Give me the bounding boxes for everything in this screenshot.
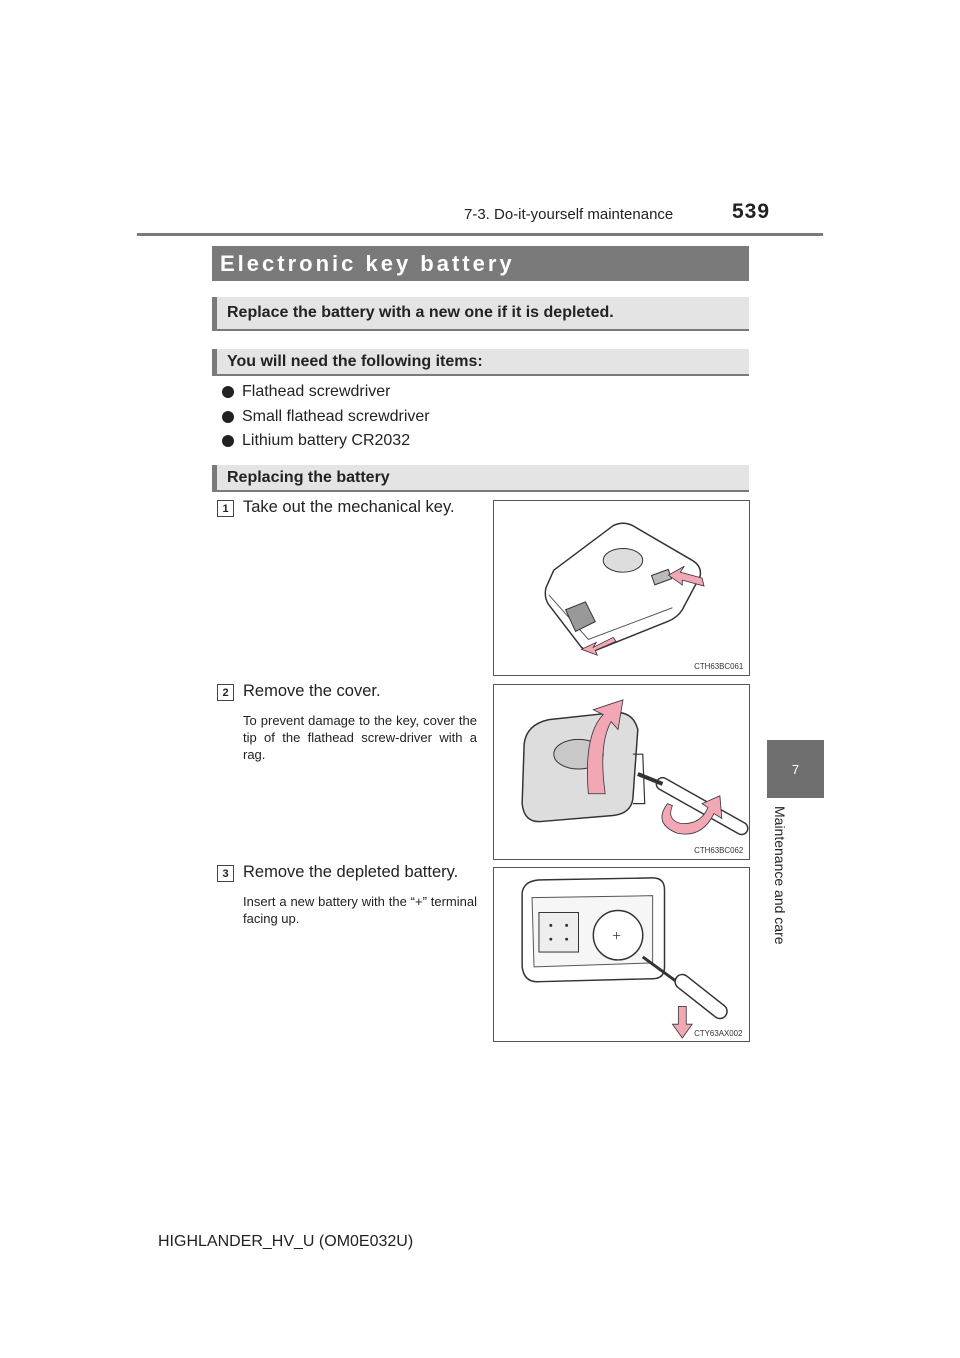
figure-code: CTH63BC062: [694, 846, 744, 856]
figure-code: CTH63BC061: [694, 662, 744, 672]
list-item: Flathead screwdriver: [222, 380, 430, 405]
replacing-heading: Replacing the battery: [212, 465, 749, 492]
step-note-2: To prevent damage to the key, cover the tip of the flathead screw-driver with a rag.: [243, 713, 477, 762]
step-number-1: 1: [217, 500, 234, 517]
page-number: 539: [732, 200, 771, 223]
section-path: 7-3. Do-it-yourself maintenance: [464, 206, 674, 223]
list-item: Lithium battery CR2032: [222, 429, 430, 454]
step-number-3: 3: [217, 865, 234, 882]
items-heading: You will need the following items:: [212, 349, 749, 376]
bullet-icon: [222, 411, 234, 423]
step-text-1: Take out the mechanical key.: [243, 498, 455, 516]
figure-code: CTY63AX002: [694, 1029, 743, 1039]
footer-model: HIGHLANDER_HV_U (OM0E032U): [158, 1233, 414, 1250]
figure-remove-cover: [493, 684, 750, 860]
header-rule: [137, 233, 823, 236]
step-note-3: Insert a new battery with the “+” terminal facing up.: [243, 894, 477, 926]
list-item: Small flathead screwdriver: [222, 405, 430, 430]
intro-subhead: Replace the battery with a new one if it is depleted.: [212, 297, 749, 331]
items-list: [222, 380, 430, 454]
chapter-tab: 7: [767, 740, 824, 798]
step-text-3: Remove the depleted battery.: [243, 863, 459, 881]
page-title: Electronic key battery: [212, 246, 749, 281]
chapter-label: Maintenance and care: [772, 806, 788, 945]
figure-remove-battery: [493, 867, 750, 1042]
bullet-icon: [222, 386, 234, 398]
figure-remove-key: [493, 500, 750, 676]
svg-text:+: +: [612, 928, 622, 946]
step-text-2: Remove the cover.: [243, 682, 381, 700]
step-number-2: 2: [217, 684, 234, 701]
bullet-icon: [222, 435, 234, 447]
